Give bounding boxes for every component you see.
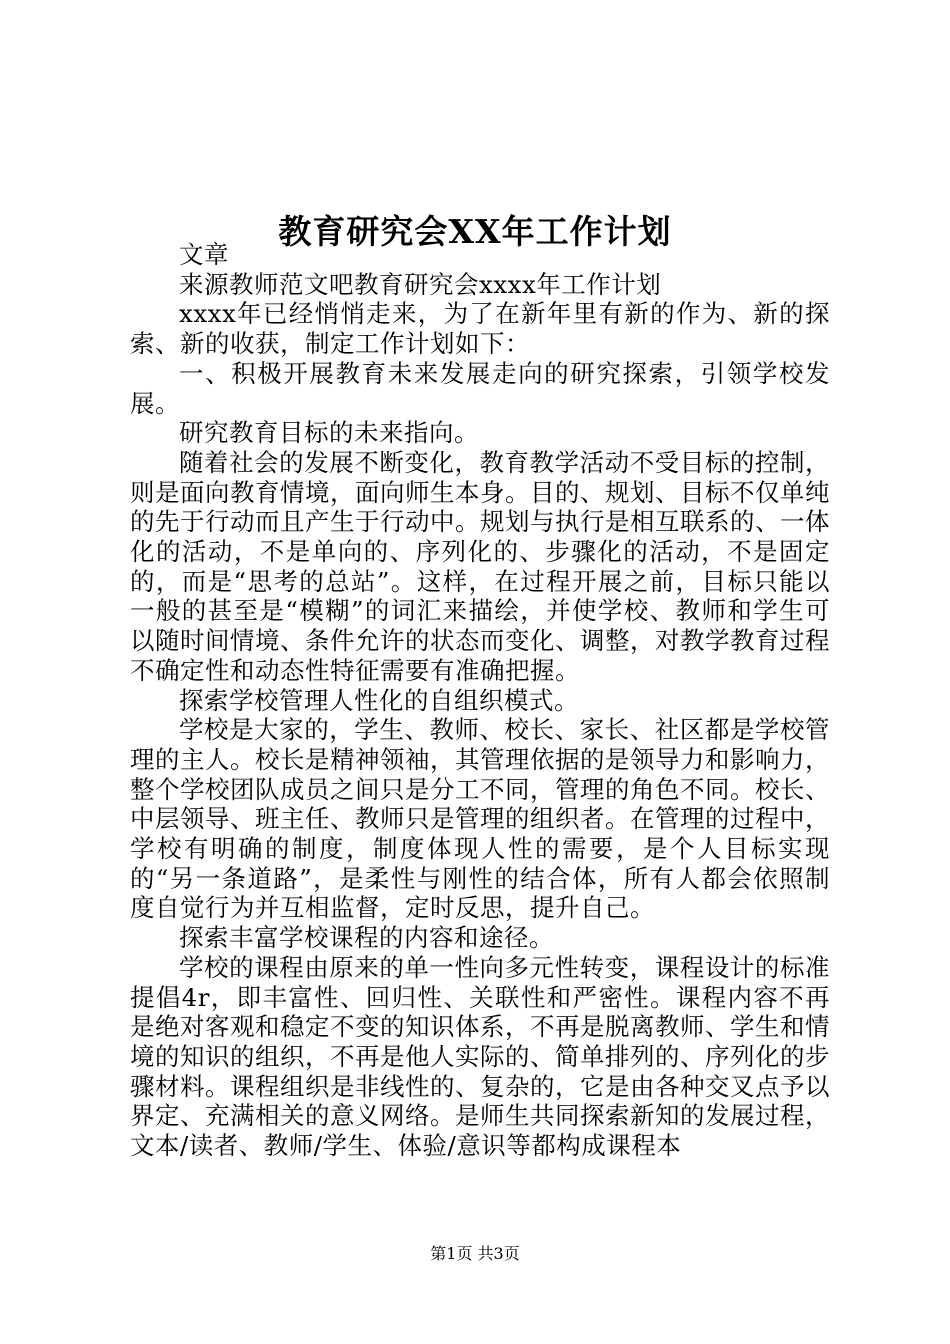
paragraph: 研究教育目标的未来指向。 [179, 418, 479, 448]
paragraph: 探索丰富学校课程的内容和途径。 [179, 923, 554, 953]
paragraph: 随着社会的发展不断变化，教育教学活动不受目标的控制，则是面向教育情境，面向师生本身。目的、规划、目标不仅单纯的先于行动而且产生于行动中。规划与执行是相互联系的、一体化的活动，不是单向的、序列化的、步骤化的活动，不是固定的，而是“思考的总站”。这样，在过程开展之前，目标只能以一般的甚至是“模糊”的词汇来描绘，并使学校、教师和学生可以随时间情境、条件允许的状态而变化、调整，对教学教育过程不确定性和动态性特征需要有准确把握。 [130, 447, 830, 685]
paragraph: 探索学校管理人性化的自组织模式。 [179, 685, 579, 715]
paragraph: 一、积极开展教育未来发展走向的研究探索，引领学校发展。 [130, 358, 830, 418]
paragraph: 学校是大家的，学生、教师、校长、家长、社区都是学校管理的主人。校长是精神领袖，其管理依据的是领导力和影响力，整个学校团队成员之间只是分工不同，管理的角色不同。校长、中层领导、班主任、教师只是管理的组织者。在管理的过程中，学校有明确的制度，制度体现人性的需要，是个人目标实现的“另一条道路”，是柔性与刚性的结合体，所有人都会依照制度自觉行为并互相监督，定时反思，提升自己。 [130, 715, 830, 923]
paragraph: 来源教师范文吧教育研究会xxxx年工作计划 [179, 269, 662, 299]
document-title: 教育研究会XX年工作计划 [278, 212, 672, 252]
paragraph: xxxx年已经悄悄走来，为了在新年里有新的作为、新的探索、新的收获，制定工作计划如下： [130, 299, 830, 359]
paragraph: 文章 [179, 240, 229, 269]
page-footer: 第1页 共3页 [430, 1244, 520, 1263]
document-body [130, 240, 830, 1161]
paragraph: 学校的课程由原来的单一性向多元性转变，课程设计的标准提倡4r，即丰富性、回归性、关联性和严密性。课程内容不再是绝对客观和稳定不变的知识体系，不再是脱离教师、学生和情境的知识的组织，不再是他人实际的、简单排列的、序列化的步骤材料。课程组织是非线性的、复杂的，它是由各种交叉点予以界定、充满相关的意义网络。是师生共同探索新知的发展过程，文本/读者、教师/学生、体验/意识等都构成课程本 [130, 952, 830, 1161]
